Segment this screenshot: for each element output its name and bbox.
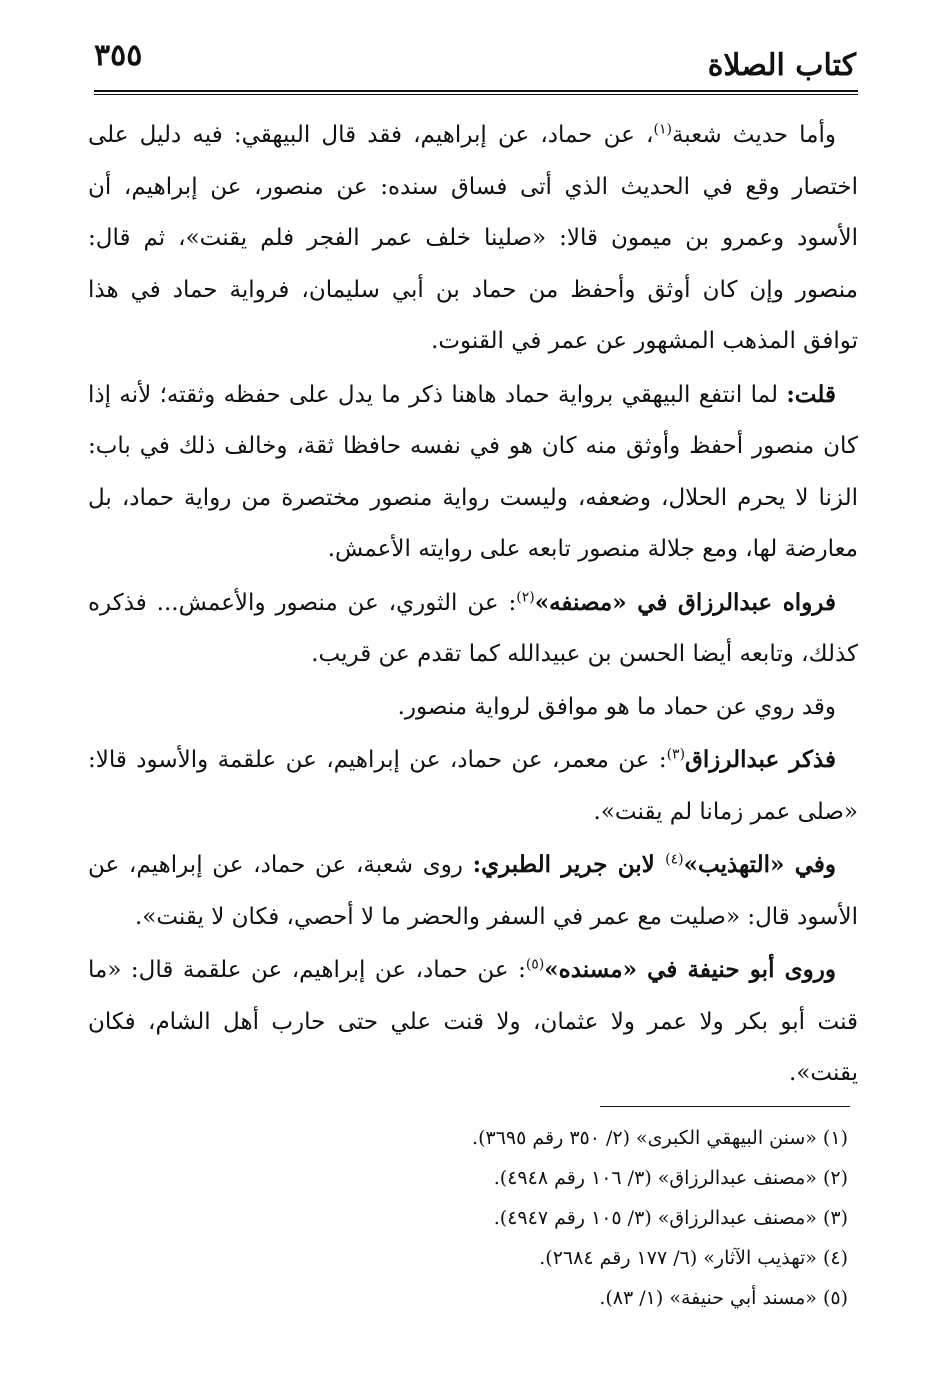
footnotes bbox=[88, 1118, 848, 1318]
page-number: ٣٥٥ bbox=[94, 38, 143, 73]
paragraph bbox=[88, 577, 858, 681]
paragraph-text: : عن حماد، عن إبراهيم، عن علقمة قال: «ما قنت أبو بكر ولا عمر ولا عثمان، ولا قنت علي حتى حارب أهل الشام، فكان يقنت». bbox=[88, 957, 858, 1086]
paragraph-lead: وروى أبو حنيفة في «مسنده» bbox=[544, 956, 836, 983]
footnote-ref: (٢) bbox=[516, 588, 535, 605]
paragraph bbox=[88, 369, 858, 576]
paragraph-text: وقد روي عن حماد ما هو موافق لرواية منصور. bbox=[397, 693, 836, 720]
header-rule bbox=[94, 90, 858, 95]
footnote-ref: (٣) bbox=[666, 746, 686, 763]
paragraph-lead: فرواه عبدالرزاق في «مصنفه» bbox=[534, 588, 836, 616]
paragraph-text: ، عن حماد، عن إبراهيم، فقد قال البيهقي: فيه دليل على اختصار وقع في الحديث الذي أتى فساق سنده: عن منصور، عن إبراهيم، أن الأسود وعمرو بن ميمون قالا: «صلينا خلف عمر الفجر فلم يقنت»، ثم قال: منصور وإن كان أوثق وأحفظ من حماد بن أبي سليمان، فرواية حماد في هذا توافق المذهب المشهور عن عمر في القنوت. bbox=[88, 122, 858, 354]
paragraph bbox=[88, 734, 858, 838]
paragraph bbox=[88, 682, 858, 734]
running-title: كتاب الصلاة bbox=[707, 48, 856, 83]
footnote: (٤) «تهذيب الآثار» (٦/ ١٧٧ رقم ٢٦٨٤). bbox=[539, 1247, 848, 1269]
paragraph-text: : عن الثوري، عن منصور والأعمش... فذكره كذلك، وتابعه أيضا الحسن بن عبيدالله كما تقدم عن قريب. bbox=[88, 589, 858, 667]
paragraph-text: روى شعبة، عن حماد، عن إبراهيم، عن الأسود قال: «صليت مع عمر في السفر والحضر ما لا أحصي، فكان لا يقنت». bbox=[88, 852, 858, 930]
paragraph-text: لما انتفع البيهقي برواية حماد هاهنا ذكر ما يدل على حفظه وثقته؛ لأنه إذا كان منصور أحفظ وأوثق منه كان هو في نفسه حافظا ثقة، وخالف ذلك في باب: الزنا لا يحرم الحلال، وضعفه، وليست رواية منصور مختصرة من رواية حماد، بل معارضة لها، ومع جلالة منصور تابعه على روايته الأعمش. bbox=[88, 381, 858, 562]
paragraph-text: : عن معمر، عن حماد، عن إبراهيم، عن علقمة والأسود قالا: «صلى عمر زمانا لم يقنت». bbox=[88, 747, 858, 825]
footnote: (٢) «مصنف عبدالرزاق» (٣/ ١٠٦ رقم ٤٩٤٨). bbox=[493, 1167, 848, 1189]
footnote: (٥) «مسند أبي حنيفة» (١/ ٨٣). bbox=[599, 1287, 848, 1309]
footnote-rule bbox=[600, 1106, 850, 1107]
footnote-ref: (١) bbox=[653, 121, 672, 138]
footnote-ref: (٤) bbox=[665, 851, 684, 868]
paragraph bbox=[88, 944, 858, 1100]
paragraph-lead: وفي «التهذيب» bbox=[683, 851, 837, 878]
paragraph bbox=[88, 110, 858, 368]
footnote: (١) «سنن البيهقي الكبرى» (٢/ ٣٥٠ رقم ٣٦٩٥). bbox=[472, 1127, 848, 1149]
footnote: (٣) «مصنف عبدالرزاق» (٣/ ١٠٥ رقم ٤٩٤٧). bbox=[493, 1207, 848, 1229]
paragraph-lead: قلت: bbox=[786, 380, 836, 408]
body-text bbox=[88, 110, 858, 1100]
footnote-ref: (٥) bbox=[525, 956, 545, 973]
bold-text: لابن جرير الطبري: bbox=[472, 851, 666, 878]
paragraph bbox=[88, 839, 858, 943]
paragraph-lead: فذكر عبدالرزاق bbox=[685, 746, 836, 773]
paragraph-text: وأما حديث شعبة bbox=[671, 122, 836, 148]
page-header bbox=[88, 38, 856, 88]
